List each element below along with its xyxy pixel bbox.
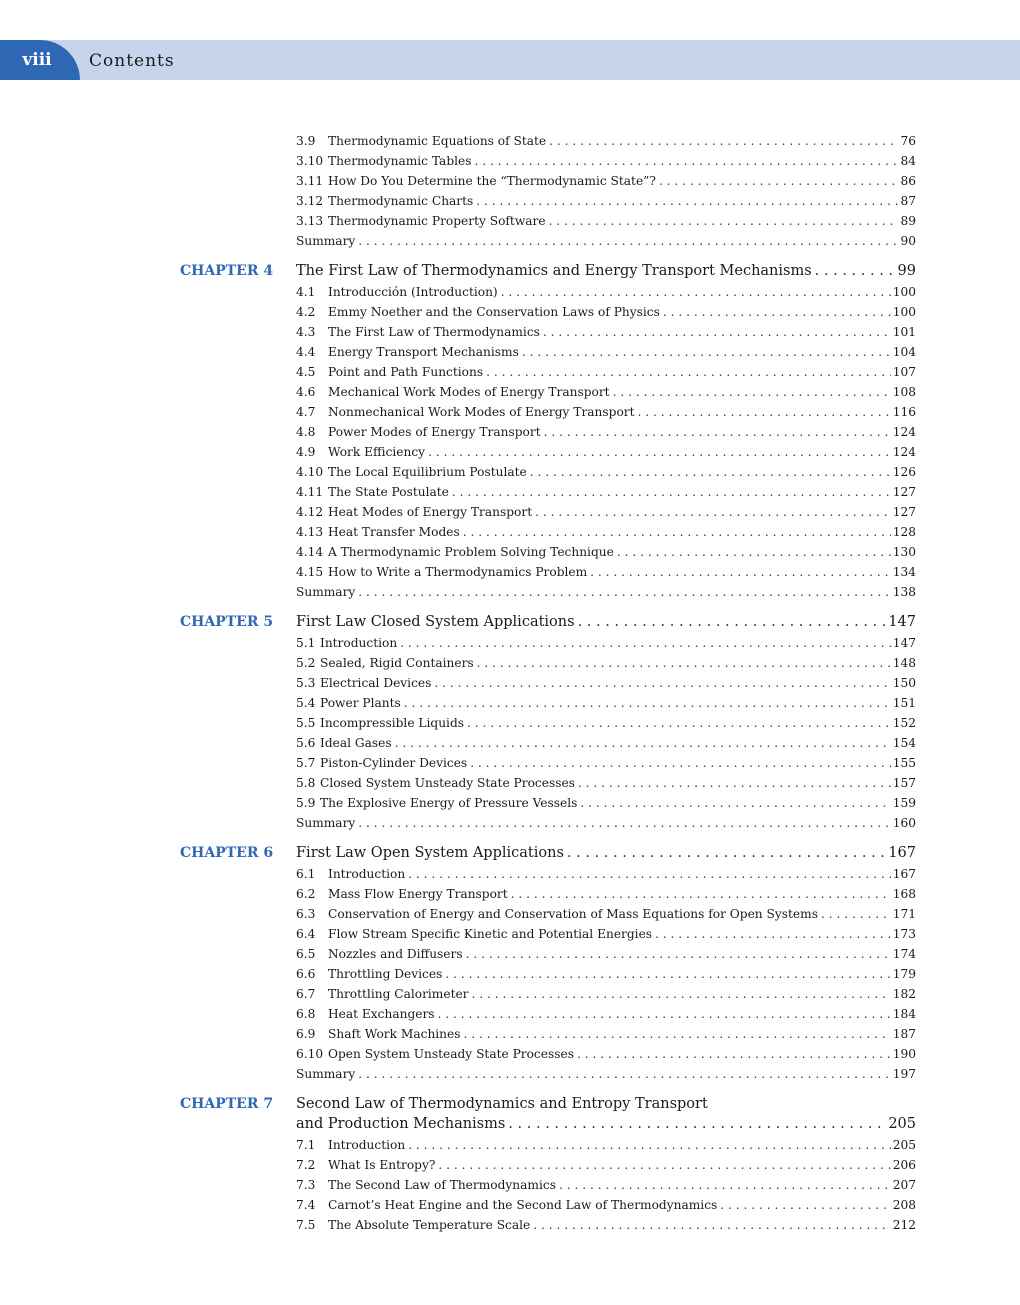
- entry-title: Thermodynamic Tables: [328, 151, 474, 171]
- entry-number: 3.12: [296, 194, 324, 208]
- toc-entry-summary[interactable]: [296, 231, 916, 251]
- dot-leader: [474, 151, 898, 171]
- toc-entry-5-2[interactable]: [296, 653, 916, 673]
- chapter-title-line1[interactable]: Second Law of Thermodynamics and Entropy Transport: [296, 1096, 708, 1112]
- entry-number: 5.6: [296, 736, 316, 750]
- chapter-title[interactable]: [296, 842, 916, 864]
- entry-number: 4.2: [296, 305, 316, 319]
- toc-entry-4-15[interactable]: [296, 562, 916, 582]
- entry-page: 84: [898, 151, 916, 171]
- toc-entry-7-1[interactable]: [296, 1135, 916, 1155]
- dot-leader: [590, 562, 891, 582]
- entry-page: 126: [891, 462, 916, 482]
- entry-title: Introduction: [328, 864, 408, 884]
- entry-title: Electrical Devices: [320, 673, 434, 693]
- entry-page: 148: [891, 653, 916, 673]
- entry-title: Shaft Work Machines: [328, 1024, 464, 1044]
- entry-page: 160: [891, 813, 916, 833]
- dot-leader: [358, 813, 890, 833]
- entry-number: 6.9: [296, 1027, 316, 1041]
- entry-page: 104: [891, 342, 916, 362]
- entry-page: 151: [891, 693, 916, 713]
- dot-leader: [438, 1004, 891, 1024]
- entry-title: Introducción (Introduction): [328, 282, 501, 302]
- entry-page: 155: [891, 753, 916, 773]
- dot-leader: [508, 1113, 886, 1135]
- entry-page: 87: [898, 191, 916, 211]
- entry-page: 206: [891, 1155, 916, 1175]
- chapter-title[interactable]: [296, 1113, 916, 1135]
- entry-number: 3.11: [296, 174, 324, 188]
- toc-entry-7-4[interactable]: [296, 1195, 916, 1215]
- chapter-label: CHAPTER 7: [180, 1096, 274, 1112]
- dot-leader: [467, 713, 891, 733]
- dot-leader: [358, 231, 898, 251]
- entry-number: 3.9: [296, 134, 316, 148]
- toc-entry-5-9[interactable]: [296, 793, 916, 813]
- dot-leader: [720, 1195, 890, 1215]
- dot-leader: [486, 362, 891, 382]
- entry-page: 101: [891, 322, 916, 342]
- entry-page: 157: [891, 773, 916, 793]
- entry-page: 100: [891, 302, 916, 322]
- dot-leader: [477, 653, 891, 673]
- toc-entry-3-10[interactable]: [296, 151, 916, 171]
- entry-number: 3.10: [296, 154, 324, 168]
- toc-entry-7-2[interactable]: [296, 1155, 916, 1175]
- entry-page: 171: [891, 904, 916, 924]
- dot-leader: [617, 542, 891, 562]
- entry-page: 190: [891, 1044, 916, 1064]
- entry-page: 154: [891, 733, 916, 753]
- toc-entry-4-3[interactable]: [296, 322, 916, 342]
- entry-number: 5.7: [296, 756, 316, 770]
- dot-leader: [434, 673, 890, 693]
- entry-page: 167: [891, 864, 916, 884]
- dot-leader: [404, 693, 891, 713]
- toc-entry-4-7[interactable]: [296, 402, 916, 422]
- toc-entry-3-11[interactable]: [296, 171, 916, 191]
- dot-leader: [438, 1155, 890, 1175]
- dot-leader: [549, 131, 898, 151]
- entry-page: 116: [891, 402, 916, 422]
- entry-number: 4.8: [296, 425, 316, 439]
- toc-entry-4-12[interactable]: [296, 502, 916, 522]
- entry-page: 127: [891, 482, 916, 502]
- entry-number: 7.1: [296, 1138, 316, 1152]
- entry-page: 167: [886, 842, 916, 864]
- entry-page: 205: [886, 1113, 916, 1135]
- entry-title: The Local Equilibrium Postulate: [328, 462, 530, 482]
- entry-title: Heat Transfer Modes: [328, 522, 463, 542]
- toc-entry-5-5[interactable]: [296, 713, 916, 733]
- entry-page: 107: [891, 362, 916, 382]
- entry-title: Ideal Gases: [320, 733, 395, 753]
- dot-leader: [452, 482, 891, 502]
- toc-entry-4-6[interactable]: [296, 382, 916, 402]
- chapter-label: CHAPTER 5: [180, 614, 274, 630]
- entry-number: 7.4: [296, 1198, 316, 1212]
- entry-title: Introduction: [328, 1135, 408, 1155]
- toc-entry-6-4[interactable]: [296, 924, 916, 944]
- chapter-title[interactable]: [296, 260, 916, 282]
- chapter-block: [0, 611, 1020, 833]
- toc-entry-7-5[interactable]: [296, 1215, 916, 1235]
- entry-title: How to Write a Thermodynamics Problem: [328, 562, 590, 582]
- entry-page: 208: [891, 1195, 916, 1215]
- entry-number: 4.1: [296, 285, 316, 299]
- entry-page: 99: [896, 260, 916, 282]
- entry-title: Thermodynamic Charts: [328, 191, 476, 211]
- entry-page: 134: [891, 562, 916, 582]
- entry-title: Nonmechanical Work Modes of Energy Transport: [328, 402, 638, 422]
- toc-entry-5-6[interactable]: [296, 733, 916, 753]
- entry-title: Summary: [296, 813, 358, 833]
- dot-leader: [567, 842, 886, 864]
- entry-page: 147: [891, 633, 916, 653]
- dot-leader: [472, 984, 891, 1004]
- entry-page: 182: [891, 984, 916, 1004]
- dot-leader: [463, 522, 891, 542]
- entry-number: 3.13: [296, 214, 324, 228]
- dot-leader: [400, 633, 891, 653]
- chapter-title[interactable]: [296, 611, 916, 633]
- entry-page: 179: [891, 964, 916, 984]
- entry-page: 207: [891, 1175, 916, 1195]
- entry-title: How Do You Determine the “Thermodynamic State”?: [328, 171, 659, 191]
- chapter-spacer: [0, 833, 1020, 842]
- toc-entry-5-8[interactable]: [296, 773, 916, 793]
- toc-entry-4-8[interactable]: [296, 422, 916, 442]
- entry-title: Mechanical Work Modes of Energy Transport: [328, 382, 613, 402]
- entry-title: Emmy Noether and the Conservation Laws of Physics: [328, 302, 663, 322]
- chapter-block: [0, 1093, 1020, 1235]
- entry-number: 6.7: [296, 987, 316, 1001]
- entry-number: 6.4: [296, 927, 316, 941]
- entry-number: 4.10: [296, 465, 324, 479]
- chapter-spacer: [0, 251, 1020, 260]
- entry-title: The Absolute Temperature Scale: [328, 1215, 533, 1235]
- entry-title: Thermodynamic Equations of State: [328, 131, 549, 151]
- chapter-label: CHAPTER 6: [180, 845, 274, 861]
- entry-page: 184: [891, 1004, 916, 1024]
- entry-number: 4.3: [296, 325, 316, 339]
- entry-number: 4.9: [296, 445, 316, 459]
- toc-entry-6-6[interactable]: [296, 964, 916, 984]
- entry-title: The State Postulate: [328, 482, 452, 502]
- dot-leader: [638, 402, 891, 422]
- entry-number: 6.2: [296, 887, 316, 901]
- dot-leader: [470, 753, 891, 773]
- dot-leader: [543, 322, 891, 342]
- toc-entry-6-7[interactable]: [296, 984, 916, 1004]
- dot-leader: [559, 1175, 891, 1195]
- dot-leader: [408, 864, 891, 884]
- entry-page: 130: [891, 542, 916, 562]
- running-header: [0, 40, 1020, 80]
- entry-title: Introduction: [320, 633, 400, 653]
- entry-title: Energy Transport Mechanisms: [328, 342, 522, 362]
- dot-leader: [464, 1024, 891, 1044]
- entry-number: 5.4: [296, 696, 316, 710]
- dot-leader: [663, 302, 891, 322]
- entry-number: 4.7: [296, 405, 316, 419]
- chapter-label: CHAPTER 4: [180, 263, 274, 279]
- chapter-block: [0, 260, 1020, 602]
- toc-entry-7-3[interactable]: [296, 1175, 916, 1195]
- dot-leader: [659, 171, 899, 191]
- entry-title: Piston-Cylinder Devices: [320, 753, 470, 773]
- toc-entry-3-12[interactable]: [296, 191, 916, 211]
- toc-entry-6-9[interactable]: [296, 1024, 916, 1044]
- dot-leader: [580, 793, 890, 813]
- dot-leader: [476, 191, 898, 211]
- entry-title: A Thermodynamic Problem Solving Technique: [328, 542, 617, 562]
- entry-number: 7.2: [296, 1158, 316, 1172]
- entry-title: Open System Unsteady State Processes: [328, 1044, 577, 1064]
- entry-title: Power Modes of Energy Transport: [328, 422, 544, 442]
- dot-leader: [530, 462, 891, 482]
- entry-title: The First Law of Thermodynamics and Energy Transport Mechanisms: [296, 260, 815, 282]
- toc-entry-4-5[interactable]: [296, 362, 916, 382]
- entry-page: 90: [898, 231, 916, 251]
- entry-number: 6.6: [296, 967, 316, 981]
- entry-title: What Is Entropy?: [328, 1155, 438, 1175]
- entry-number: 4.5: [296, 365, 316, 379]
- dot-leader: [358, 1064, 890, 1084]
- toc-entry-4-4[interactable]: [296, 342, 916, 362]
- toc-entry-4-1[interactable]: [296, 282, 916, 302]
- toc-entry-4-11[interactable]: [296, 482, 916, 502]
- entry-page: 100: [891, 282, 916, 302]
- entry-title: Point and Path Functions: [328, 362, 486, 382]
- dot-leader: [578, 773, 891, 793]
- toc-entry-summary[interactable]: [296, 582, 916, 602]
- entry-title: Closed System Unsteady State Processes: [320, 773, 578, 793]
- chapter-block: [0, 842, 1020, 1084]
- entry-page: 174: [891, 944, 916, 964]
- entry-number: 4.4: [296, 345, 316, 359]
- entry-page: 159: [891, 793, 916, 813]
- entry-title: Summary: [296, 582, 358, 602]
- dot-leader: [544, 422, 891, 442]
- dot-leader: [533, 1215, 890, 1235]
- dot-leader: [445, 964, 890, 984]
- entry-number: 4.13: [296, 525, 324, 539]
- toc-entry-5-7[interactable]: [296, 753, 916, 773]
- entry-title: First Law Closed System Applications: [296, 611, 578, 633]
- entry-page: 197: [891, 1064, 916, 1084]
- dot-leader: [578, 611, 887, 633]
- entry-page: 124: [891, 442, 916, 462]
- entry-page: 205: [891, 1135, 916, 1155]
- toc-entry-6-10[interactable]: [296, 1044, 916, 1064]
- toc-entry-4-10[interactable]: [296, 462, 916, 482]
- entry-title: Throttling Calorimeter: [328, 984, 472, 1004]
- entry-page: 76: [898, 131, 916, 151]
- entry-number: 4.14: [296, 545, 324, 559]
- entry-title: First Law Open System Applications: [296, 842, 567, 864]
- dot-leader: [577, 1044, 891, 1064]
- dot-leader: [613, 382, 891, 402]
- toc-entry-5-3[interactable]: [296, 673, 916, 693]
- entry-title: Heat Exchangers: [328, 1004, 438, 1024]
- toc-entry-6-8[interactable]: [296, 1004, 916, 1024]
- toc-entry-6-1[interactable]: [296, 864, 916, 884]
- dot-leader: [821, 904, 891, 924]
- entry-number: 4.15: [296, 565, 324, 579]
- toc-entry-5-1[interactable]: [296, 633, 916, 653]
- entry-page: 128: [891, 522, 916, 542]
- entry-title: Heat Modes of Energy Transport: [328, 502, 535, 522]
- entry-title: Throttling Devices: [328, 964, 445, 984]
- entry-title: and Production Mechanisms: [296, 1113, 508, 1135]
- chapter-spacer: [0, 602, 1020, 611]
- entry-number: 5.9: [296, 796, 316, 810]
- entry-title: Power Plants: [320, 693, 404, 713]
- toc-entry-6-5[interactable]: [296, 944, 916, 964]
- entry-number: 5.2: [296, 656, 316, 670]
- entry-title: The Second Law of Thermodynamics: [328, 1175, 559, 1195]
- entry-title: The First Law of Thermodynamics: [328, 322, 543, 342]
- dot-leader: [815, 260, 896, 282]
- entry-title: Flow Stream Specific Kinetic and Potential Energies: [328, 924, 655, 944]
- entry-page: 212: [891, 1215, 916, 1235]
- entry-page: 108: [891, 382, 916, 402]
- toc-entry-4-2[interactable]: [296, 302, 916, 322]
- entry-number: 4.12: [296, 505, 324, 519]
- entry-title: Sealed, Rigid Containers: [320, 653, 477, 673]
- dot-leader: [358, 582, 890, 602]
- chapter-spacer: [0, 1084, 1020, 1093]
- entry-number: 6.8: [296, 1007, 316, 1021]
- page-number: viii: [0, 40, 80, 80]
- dot-leader: [501, 282, 891, 302]
- toc-entry-4-14[interactable]: [296, 542, 916, 562]
- dot-leader: [428, 442, 891, 462]
- running-title: Contents: [89, 51, 175, 71]
- entry-title: Mass Flow Energy Transport: [328, 884, 511, 904]
- entry-number: 7.3: [296, 1178, 316, 1192]
- toc-entry-5-4[interactable]: [296, 693, 916, 713]
- entry-page: 127: [891, 502, 916, 522]
- entry-number: 7.5: [296, 1218, 316, 1232]
- entry-page: 138: [891, 582, 916, 602]
- dot-leader: [395, 733, 891, 753]
- toc-entry-3-13[interactable]: [296, 211, 916, 231]
- dot-leader: [466, 944, 891, 964]
- dot-leader: [655, 924, 891, 944]
- entry-page: 173: [891, 924, 916, 944]
- entry-number: 4.11: [296, 485, 324, 499]
- dot-leader: [511, 884, 891, 904]
- entry-number: 6.5: [296, 947, 316, 961]
- entry-page: 150: [891, 673, 916, 693]
- entry-number: 4.6: [296, 385, 316, 399]
- entry-title: Carnot’s Heat Engine and the Second Law of Thermodynamics: [328, 1195, 720, 1215]
- toc-entry-3-9[interactable]: [296, 131, 916, 151]
- entry-number: 6.3: [296, 907, 316, 921]
- toc-entry-summary[interactable]: [296, 813, 916, 833]
- entry-title: The Explosive Energy of Pressure Vessels: [320, 793, 580, 813]
- entry-number: 6.1: [296, 867, 316, 881]
- entry-title: Incompressible Liquids: [320, 713, 467, 733]
- toc-entry-6-2[interactable]: [296, 884, 916, 904]
- toc-entry-6-3[interactable]: [296, 904, 916, 924]
- table-of-contents: [0, 131, 1020, 1235]
- entry-number: 5.1: [296, 636, 316, 650]
- entry-title: Summary: [296, 1064, 358, 1084]
- entry-title: Work Efficiency: [328, 442, 428, 462]
- dot-leader: [522, 342, 891, 362]
- entry-title: Summary: [296, 231, 358, 251]
- entry-title: Thermodynamic Property Software: [328, 211, 549, 231]
- entry-number: 5.5: [296, 716, 316, 730]
- entry-title: Nozzles and Diffusers: [328, 944, 466, 964]
- entry-page: 168: [891, 884, 916, 904]
- toc-entry-4-9[interactable]: [296, 442, 916, 462]
- entry-page: 152: [891, 713, 916, 733]
- dot-leader: [549, 211, 899, 231]
- entry-page: 89: [898, 211, 916, 231]
- entry-number: 5.8: [296, 776, 316, 790]
- entry-page: 86: [898, 171, 916, 191]
- entry-page: 147: [886, 611, 916, 633]
- toc-entry-summary[interactable]: [296, 1064, 916, 1084]
- entry-page: 124: [891, 422, 916, 442]
- dot-leader: [408, 1135, 891, 1155]
- entry-title: Conservation of Energy and Conservation of Mass Equations for Open Systems: [328, 904, 821, 924]
- entry-page: 187: [891, 1024, 916, 1044]
- entry-number: 5.3: [296, 676, 316, 690]
- entry-number: 6.10: [296, 1047, 324, 1061]
- toc-entry-4-13[interactable]: [296, 522, 916, 542]
- dot-leader: [535, 502, 891, 522]
